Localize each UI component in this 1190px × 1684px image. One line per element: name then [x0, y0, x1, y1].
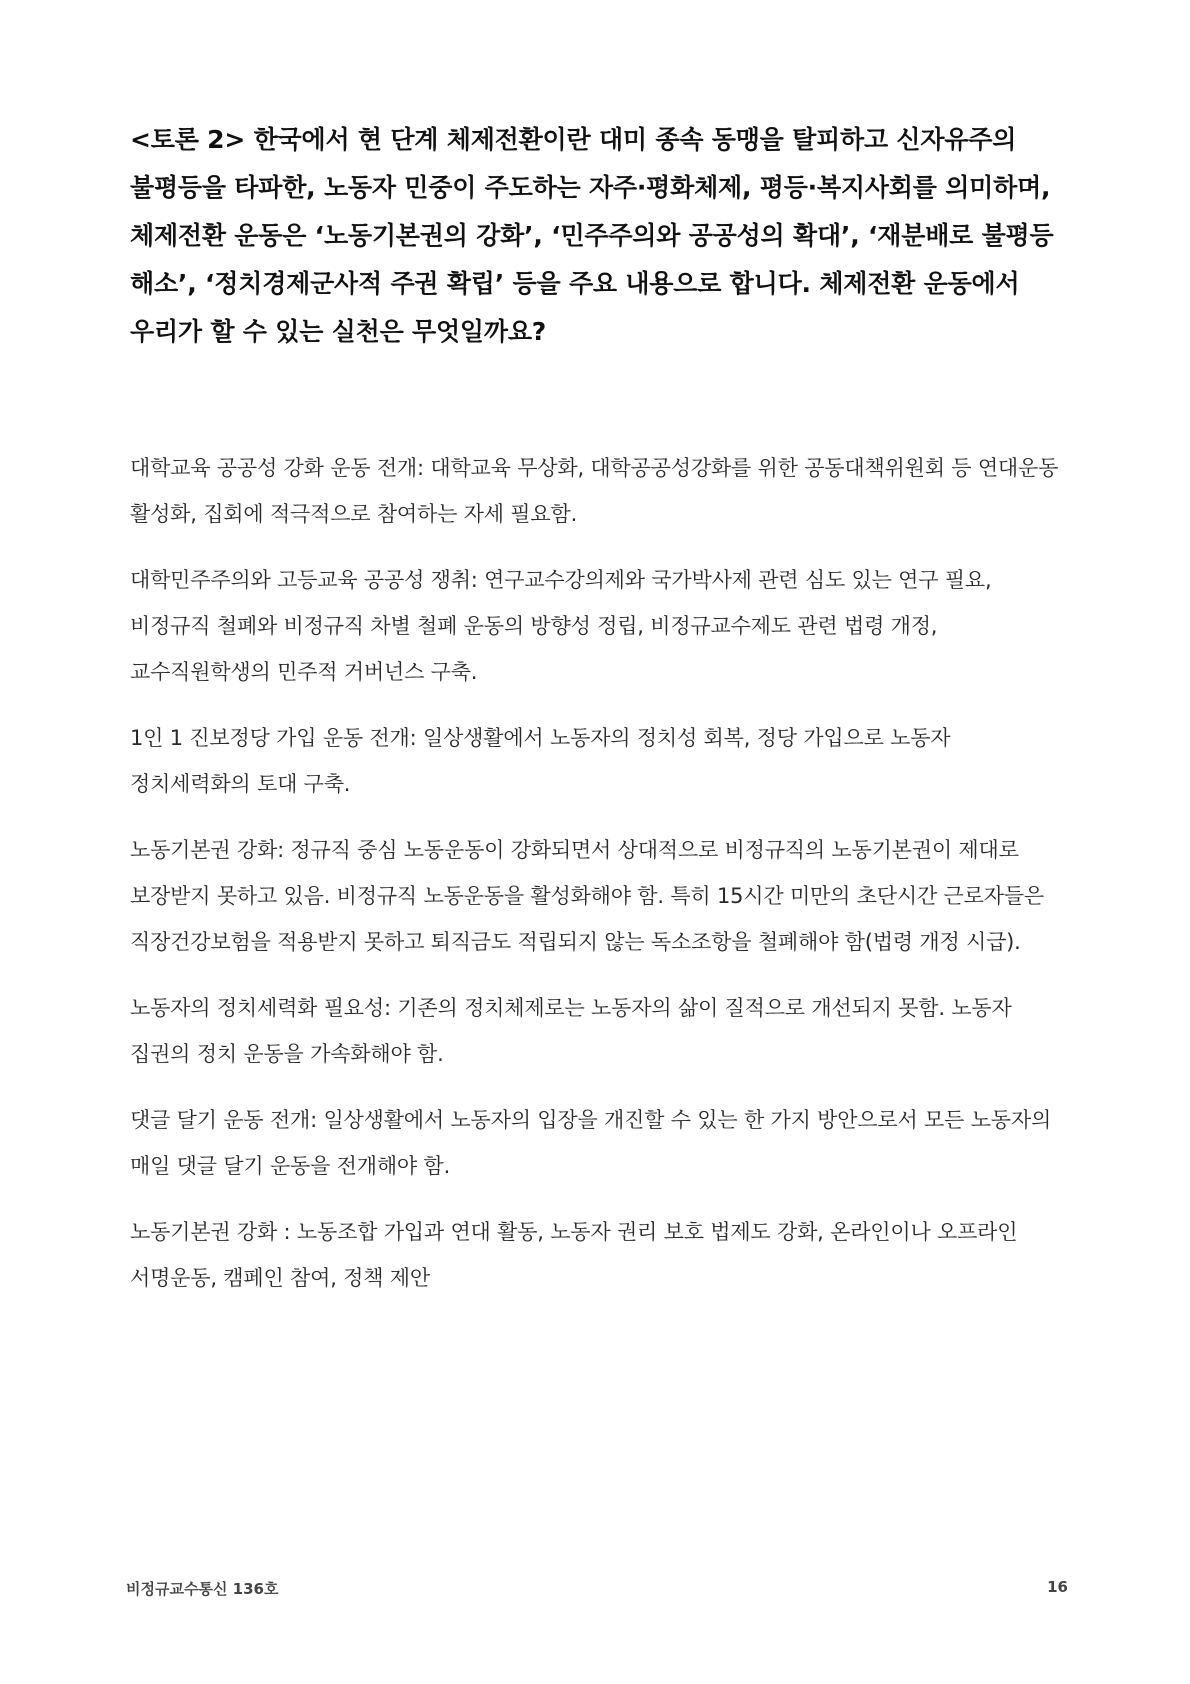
answer-paragraph: 1인 1 진보정당 가입 운동 전개: 일상생활에서 노동자의 정치성 회복, 정당 가입으로 노동자 정치세력화의 토대 구축.	[130, 726, 951, 796]
answer-paragraph: 노동기본권 강화 : 노동조합 가입과 연대 활동, 노동자 권리 보호 법제도 강화, 온라인이나 오프라인 서명운동, 캠페인 참여, 정책 제안	[130, 1220, 1018, 1290]
answer-paragraph: 대학민주주의와 고등교육 공공성 쟁취: 연구교수강의제와 국가박사제 관련 심도 있는 연구 필요, 비정규직 철폐와 비정규직 차별 철폐 운동의 방향성 정립, 비정규교수제도 관련 법령 개정, 교수직원학생의 민주적 거버넌스 구축.	[130, 568, 992, 684]
discussion-question-heading: <토론 2> 한국에서 현 단계 체제전환이란 대미 종속 동맹을 탈피하고 신자유주의 불평등을 타파한, 노동자 민중이 주도하는 자주·평화체제, 평등·복지사회를 의미하며, 체제전환 운동은 ‘노동기본권의 강화’, ‘민주주의와 공공성의 확대’, ‘재분배로 불평등 해소’, ‘정치경제군사적 주권 확립’ 등을 주요 내용으로 합니다. 체제전환 운동에서 우리가 할 수 있는 실천은 무엇일까요?	[130, 125, 1054, 346]
answer-paragraph: 노동자의 정치세력화 필요성: 기존의 정치체제로는 노동자의 삶이 질적으로 개선되지 못함. 노동자 집권의 정치 운동을 가속화해야 함.	[130, 996, 1012, 1066]
answer-paragraph: 댓글 달기 운동 전개: 일상생활에서 노동자의 입장을 개진할 수 있는 한 가지 방안으로서 모든 노동자의 매일 댓글 달기 운동을 전개해야 함.	[130, 1108, 1052, 1178]
answer-body	[130, 445, 1060, 1321]
footer-publication-title: 비정규교수통신 136호	[126, 1580, 279, 1598]
footer-page-number: 16	[1047, 1578, 1068, 1596]
answer-paragraph: 노동기본권 강화: 정규직 중심 노동운동이 강화되면서 상대적으로 비정규직의 노동기본권이 제대로 보장받지 못하고 있음. 비정규직 노동운동을 활성화해야 함. 특히 15시간 미만의 초단시간 근로자들은 직장건강보험을 적용받지 못하고 퇴직금도 적립되지 않는 독소조항을 철폐해야 함(법령 개정 시급).	[130, 838, 1044, 954]
answer-paragraph: 대학교육 공공성 강화 운동 전개: 대학교육 무상화, 대학공공성강화를 위한 공동대책위원회 등 연대운동 활성화, 집회에 적극적으로 참여하는 자세 필요함.	[130, 456, 1059, 526]
